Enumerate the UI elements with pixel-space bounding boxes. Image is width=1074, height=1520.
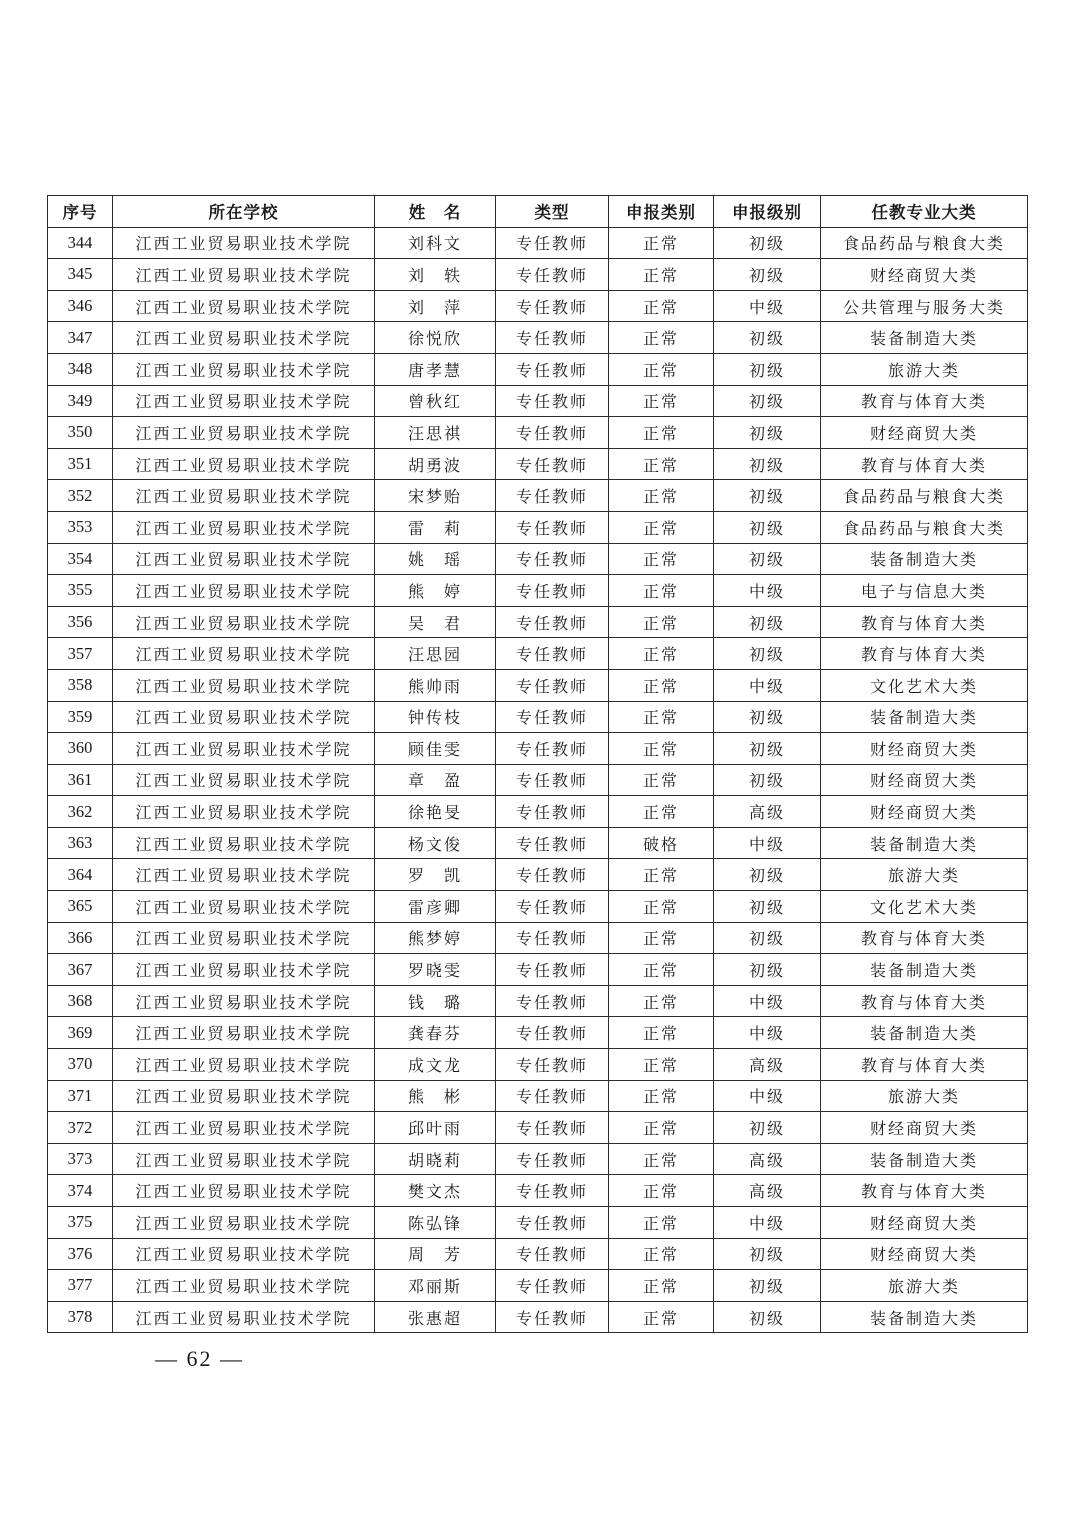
cell-application-category: 正常: [609, 1112, 714, 1144]
cell-application-level: 初级: [714, 606, 821, 638]
cell-major-category: 教育与体育大类: [821, 638, 1028, 670]
table-row: [48, 859, 1028, 891]
cell-major-category: 教育与体育大类: [821, 606, 1028, 638]
cell-application-level: 中级: [714, 1017, 821, 1049]
cell-application-category: 正常: [609, 227, 714, 259]
cell-major-category: 文化艺术大类: [821, 891, 1028, 923]
cell-application-level: 初级: [714, 417, 821, 449]
table-row: [48, 669, 1028, 701]
cell-application-level: 高级: [714, 1143, 821, 1175]
cell-name: 徐悦欣: [375, 322, 496, 354]
cell-school: 江西工业贸易职业技术学院: [113, 638, 375, 670]
cell-major-category: 公共管理与服务大类: [821, 290, 1028, 322]
cell-application-level: 初级: [714, 322, 821, 354]
cell-name: 徐艳旻: [375, 796, 496, 828]
cell-type: 专任教师: [496, 891, 609, 923]
cell-major-category: 财经商贸大类: [821, 1112, 1028, 1144]
cell-name: 雷 莉: [375, 511, 496, 543]
cell-name: 龚春芬: [375, 1017, 496, 1049]
table-row: [48, 1017, 1028, 1049]
cell-school: 江西工业贸易职业技术学院: [113, 1238, 375, 1270]
cell-application-level: 中级: [714, 575, 821, 607]
cell-major-category: 财经商贸大类: [821, 1238, 1028, 1270]
table-row: [48, 701, 1028, 733]
cell-index: 350: [48, 417, 113, 449]
header-row: [48, 196, 1028, 228]
table-row: [48, 733, 1028, 765]
cell-school: 江西工业贸易职业技术学院: [113, 1080, 375, 1112]
column-header-school: 所在学校: [113, 196, 375, 228]
cell-type: 专任教师: [496, 733, 609, 765]
cell-name: 陈弘锋: [375, 1207, 496, 1239]
cell-application-category: 正常: [609, 1238, 714, 1270]
cell-index: 370: [48, 1049, 113, 1081]
table-row: [48, 796, 1028, 828]
cell-type: 专任教师: [496, 701, 609, 733]
cell-name: 杨文俊: [375, 827, 496, 859]
cell-name: 唐孝慧: [375, 353, 496, 385]
cell-major-category: 教育与体育大类: [821, 985, 1028, 1017]
cell-type: 专任教师: [496, 511, 609, 543]
cell-application-category: 正常: [609, 1080, 714, 1112]
cell-application-level: 初级: [714, 859, 821, 891]
cell-name: 曾秋红: [375, 385, 496, 417]
cell-application-category: 正常: [609, 1049, 714, 1081]
table-row: [48, 1049, 1028, 1081]
cell-index: 347: [48, 322, 113, 354]
cell-type: 专任教师: [496, 1017, 609, 1049]
cell-application-level: 初级: [714, 891, 821, 923]
cell-major-category: 财经商贸大类: [821, 796, 1028, 828]
cell-major-category: 食品药品与粮食大类: [821, 227, 1028, 259]
cell-school: 江西工业贸易职业技术学院: [113, 859, 375, 891]
cell-application-level: 初级: [714, 1301, 821, 1333]
cell-index: 358: [48, 669, 113, 701]
cell-major-category: 装备制造大类: [821, 701, 1028, 733]
cell-type: 专任教师: [496, 669, 609, 701]
cell-name: 刘 轶: [375, 259, 496, 291]
cell-index: 351: [48, 448, 113, 480]
table-row: [48, 543, 1028, 575]
cell-name: 顾佳雯: [375, 733, 496, 765]
cell-index: 356: [48, 606, 113, 638]
cell-major-category: 财经商贸大类: [821, 733, 1028, 765]
cell-application-category: 正常: [609, 1143, 714, 1175]
cell-application-category: 正常: [609, 259, 714, 291]
cell-major-category: 教育与体育大类: [821, 448, 1028, 480]
teacher-list-table: [47, 195, 1028, 1333]
cell-type: 专任教师: [496, 543, 609, 575]
cell-name: 熊 彬: [375, 1080, 496, 1112]
cell-major-category: 文化艺术大类: [821, 669, 1028, 701]
cell-school: 江西工业贸易职业技术学院: [113, 985, 375, 1017]
table-row: [48, 259, 1028, 291]
cell-index: 368: [48, 985, 113, 1017]
table-row: [48, 417, 1028, 449]
cell-index: 377: [48, 1270, 113, 1302]
cell-name: 胡晓莉: [375, 1143, 496, 1175]
cell-name: 刘科文: [375, 227, 496, 259]
cell-type: 专任教师: [496, 796, 609, 828]
cell-major-category: 装备制造大类: [821, 322, 1028, 354]
cell-school: 江西工业贸易职业技术学院: [113, 1301, 375, 1333]
table-row: [48, 1270, 1028, 1302]
cell-name: 张惠超: [375, 1301, 496, 1333]
cell-application-level: 初级: [714, 764, 821, 796]
column-header-type: 类型: [496, 196, 609, 228]
cell-major-category: 教育与体育大类: [821, 1175, 1028, 1207]
table-row: [48, 891, 1028, 923]
table-row: [48, 1143, 1028, 1175]
cell-type: 专任教师: [496, 1112, 609, 1144]
cell-index: 348: [48, 353, 113, 385]
cell-application-level: 初级: [714, 922, 821, 954]
cell-name: 熊梦婷: [375, 922, 496, 954]
cell-type: 专任教师: [496, 227, 609, 259]
cell-school: 江西工业贸易职业技术学院: [113, 290, 375, 322]
cell-index: 365: [48, 891, 113, 923]
cell-application-level: 初级: [714, 954, 821, 986]
cell-type: 专任教师: [496, 385, 609, 417]
cell-application-category: 正常: [609, 859, 714, 891]
cell-index: 353: [48, 511, 113, 543]
cell-name: 姚 瑶: [375, 543, 496, 575]
cell-application-category: 正常: [609, 701, 714, 733]
cell-major-category: 食品药品与粮食大类: [821, 511, 1028, 543]
table-row: [48, 353, 1028, 385]
cell-name: 钱 璐: [375, 985, 496, 1017]
table-row: [48, 290, 1028, 322]
cell-school: 江西工业贸易职业技术学院: [113, 353, 375, 385]
cell-major-category: 旅游大类: [821, 353, 1028, 385]
cell-major-category: 财经商贸大类: [821, 417, 1028, 449]
cell-type: 专任教师: [496, 322, 609, 354]
cell-application-level: 中级: [714, 1207, 821, 1239]
cell-type: 专任教师: [496, 954, 609, 986]
cell-application-category: 正常: [609, 417, 714, 449]
cell-application-level: 初级: [714, 733, 821, 765]
cell-application-level: 初级: [714, 353, 821, 385]
cell-name: 邱叶雨: [375, 1112, 496, 1144]
cell-index: 352: [48, 480, 113, 512]
cell-index: 369: [48, 1017, 113, 1049]
cell-application-level: 高级: [714, 796, 821, 828]
cell-application-category: 正常: [609, 1270, 714, 1302]
cell-application-category: 正常: [609, 353, 714, 385]
cell-application-category: 正常: [609, 290, 714, 322]
cell-school: 江西工业贸易职业技术学院: [113, 480, 375, 512]
cell-application-category: 正常: [609, 891, 714, 923]
table-row: [48, 764, 1028, 796]
cell-application-level: 初级: [714, 480, 821, 512]
cell-name: 邓丽斯: [375, 1270, 496, 1302]
cell-name: 成文龙: [375, 1049, 496, 1081]
table-row: [48, 227, 1028, 259]
cell-application-category: 破格: [609, 827, 714, 859]
cell-school: 江西工业贸易职业技术学院: [113, 764, 375, 796]
cell-school: 江西工业贸易职业技术学院: [113, 733, 375, 765]
cell-major-category: 食品药品与粮食大类: [821, 480, 1028, 512]
cell-name: 汪思园: [375, 638, 496, 670]
cell-school: 江西工业贸易职业技术学院: [113, 796, 375, 828]
table-row: [48, 575, 1028, 607]
column-header-major-category: 任教专业大类: [821, 196, 1028, 228]
table-body: [48, 227, 1028, 1333]
cell-application-level: 初级: [714, 1238, 821, 1270]
cell-type: 专任教师: [496, 859, 609, 891]
cell-application-level: 高级: [714, 1049, 821, 1081]
table-row: [48, 385, 1028, 417]
cell-name: 胡勇波: [375, 448, 496, 480]
cell-type: 专任教师: [496, 1270, 609, 1302]
cell-school: 江西工业贸易职业技术学院: [113, 511, 375, 543]
cell-school: 江西工业贸易职业技术学院: [113, 1143, 375, 1175]
cell-school: 江西工业贸易职业技术学院: [113, 1112, 375, 1144]
cell-application-category: 正常: [609, 480, 714, 512]
cell-type: 专任教师: [496, 480, 609, 512]
cell-application-level: 高级: [714, 1175, 821, 1207]
cell-major-category: 装备制造大类: [821, 543, 1028, 575]
cell-application-category: 正常: [609, 322, 714, 354]
cell-application-level: 中级: [714, 827, 821, 859]
cell-type: 专任教师: [496, 606, 609, 638]
cell-type: 专任教师: [496, 417, 609, 449]
cell-index: 363: [48, 827, 113, 859]
table-row: [48, 322, 1028, 354]
cell-type: 专任教师: [496, 353, 609, 385]
cell-school: 江西工业贸易职业技术学院: [113, 1207, 375, 1239]
cell-application-level: 中级: [714, 669, 821, 701]
table-row: [48, 448, 1028, 480]
cell-major-category: 电子与信息大类: [821, 575, 1028, 607]
cell-index: 359: [48, 701, 113, 733]
table-row: [48, 827, 1028, 859]
cell-type: 专任教师: [496, 1080, 609, 1112]
cell-application-category: 正常: [609, 985, 714, 1017]
table-row: [48, 511, 1028, 543]
cell-type: 专任教师: [496, 1049, 609, 1081]
cell-school: 江西工业贸易职业技术学院: [113, 543, 375, 575]
cell-type: 专任教师: [496, 922, 609, 954]
cell-major-category: 教育与体育大类: [821, 922, 1028, 954]
cell-application-level: 初级: [714, 701, 821, 733]
cell-school: 江西工业贸易职业技术学院: [113, 575, 375, 607]
cell-type: 专任教师: [496, 764, 609, 796]
cell-type: 专任教师: [496, 290, 609, 322]
cell-index: 367: [48, 954, 113, 986]
cell-application-category: 正常: [609, 1207, 714, 1239]
cell-index: 375: [48, 1207, 113, 1239]
cell-application-category: 正常: [609, 1017, 714, 1049]
column-header-application-level: 申报级别: [714, 196, 821, 228]
cell-name: 雷彦卿: [375, 891, 496, 923]
cell-school: 江西工业贸易职业技术学院: [113, 227, 375, 259]
cell-school: 江西工业贸易职业技术学院: [113, 417, 375, 449]
cell-name: 周 芳: [375, 1238, 496, 1270]
cell-major-category: 财经商贸大类: [821, 1207, 1028, 1239]
cell-type: 专任教师: [496, 575, 609, 607]
cell-name: 章 盈: [375, 764, 496, 796]
cell-application-level: 初级: [714, 227, 821, 259]
cell-application-category: 正常: [609, 575, 714, 607]
cell-type: 专任教师: [496, 448, 609, 480]
cell-application-category: 正常: [609, 954, 714, 986]
cell-application-level: 中级: [714, 985, 821, 1017]
cell-application-level: 中级: [714, 290, 821, 322]
cell-name: 熊帅雨: [375, 669, 496, 701]
table-row: [48, 1207, 1028, 1239]
cell-school: 江西工业贸易职业技术学院: [113, 385, 375, 417]
cell-application-level: 中级: [714, 1080, 821, 1112]
cell-major-category: 装备制造大类: [821, 1301, 1028, 1333]
cell-application-category: 正常: [609, 764, 714, 796]
cell-name: 钟传枝: [375, 701, 496, 733]
cell-application-level: 初级: [714, 511, 821, 543]
table-row: [48, 922, 1028, 954]
table-row: [48, 638, 1028, 670]
cell-type: 专任教师: [496, 1175, 609, 1207]
cell-school: 江西工业贸易职业技术学院: [113, 1270, 375, 1302]
cell-application-level: 初级: [714, 638, 821, 670]
cell-application-category: 正常: [609, 1175, 714, 1207]
cell-application-level: 初级: [714, 259, 821, 291]
cell-application-category: 正常: [609, 669, 714, 701]
table-row: [48, 1301, 1028, 1333]
table-row: [48, 985, 1028, 1017]
cell-application-level: 初级: [714, 1270, 821, 1302]
cell-index: 364: [48, 859, 113, 891]
cell-application-category: 正常: [609, 448, 714, 480]
cell-application-level: 初级: [714, 385, 821, 417]
table-header: [48, 196, 1028, 228]
cell-type: 专任教师: [496, 1301, 609, 1333]
cell-application-level: 初级: [714, 543, 821, 575]
cell-school: 江西工业贸易职业技术学院: [113, 669, 375, 701]
cell-major-category: 教育与体育大类: [821, 385, 1028, 417]
cell-school: 江西工业贸易职业技术学院: [113, 922, 375, 954]
cell-name: 罗晓雯: [375, 954, 496, 986]
cell-index: 373: [48, 1143, 113, 1175]
cell-index: 372: [48, 1112, 113, 1144]
cell-application-level: 初级: [714, 448, 821, 480]
cell-application-category: 正常: [609, 638, 714, 670]
cell-name: 熊 婷: [375, 575, 496, 607]
cell-index: 371: [48, 1080, 113, 1112]
cell-school: 江西工业贸易职业技术学院: [113, 1175, 375, 1207]
cell-major-category: 旅游大类: [821, 1270, 1028, 1302]
cell-school: 江西工业贸易职业技术学院: [113, 1049, 375, 1081]
cell-type: 专任教师: [496, 259, 609, 291]
cell-application-category: 正常: [609, 385, 714, 417]
cell-major-category: 装备制造大类: [821, 827, 1028, 859]
cell-index: 354: [48, 543, 113, 575]
cell-major-category: 财经商贸大类: [821, 764, 1028, 796]
cell-name: 汪思祺: [375, 417, 496, 449]
cell-index: 374: [48, 1175, 113, 1207]
cell-index: 346: [48, 290, 113, 322]
cell-index: 357: [48, 638, 113, 670]
page-number: — 62 —: [155, 1346, 244, 1371]
cell-type: 专任教师: [496, 1143, 609, 1175]
cell-major-category: 装备制造大类: [821, 954, 1028, 986]
cell-major-category: 装备制造大类: [821, 1017, 1028, 1049]
cell-index: 344: [48, 227, 113, 259]
cell-major-category: 财经商贸大类: [821, 259, 1028, 291]
table-row: [48, 1080, 1028, 1112]
cell-type: 专任教师: [496, 1238, 609, 1270]
table-row: [48, 480, 1028, 512]
table-row: [48, 954, 1028, 986]
cell-name: 樊文杰: [375, 1175, 496, 1207]
cell-major-category: 教育与体育大类: [821, 1049, 1028, 1081]
cell-school: 江西工业贸易职业技术学院: [113, 1017, 375, 1049]
cell-type: 专任教师: [496, 827, 609, 859]
cell-school: 江西工业贸易职业技术学院: [113, 891, 375, 923]
cell-school: 江西工业贸易职业技术学院: [113, 701, 375, 733]
cell-index: 345: [48, 259, 113, 291]
cell-type: 专任教师: [496, 638, 609, 670]
cell-application-category: 正常: [609, 606, 714, 638]
cell-index: 355: [48, 575, 113, 607]
teacher-list-table-container: [47, 195, 1027, 1333]
column-header-application-category: 申报类别: [609, 196, 714, 228]
column-header-index: 序号: [48, 196, 113, 228]
cell-type: 专任教师: [496, 1207, 609, 1239]
cell-major-category: 旅游大类: [821, 859, 1028, 891]
cell-major-category: 旅游大类: [821, 1080, 1028, 1112]
cell-index: 378: [48, 1301, 113, 1333]
cell-application-category: 正常: [609, 796, 714, 828]
cell-name: 罗 凯: [375, 859, 496, 891]
column-header-name: 姓 名: [375, 196, 496, 228]
table-row: [48, 606, 1028, 638]
cell-school: 江西工业贸易职业技术学院: [113, 606, 375, 638]
cell-application-category: 正常: [609, 543, 714, 575]
cell-school: 江西工业贸易职业技术学院: [113, 954, 375, 986]
cell-application-category: 正常: [609, 1301, 714, 1333]
cell-school: 江西工业贸易职业技术学院: [113, 259, 375, 291]
cell-name: 吴 君: [375, 606, 496, 638]
cell-school: 江西工业贸易职业技术学院: [113, 448, 375, 480]
cell-major-category: 装备制造大类: [821, 1143, 1028, 1175]
cell-type: 专任教师: [496, 985, 609, 1017]
table-row: [48, 1175, 1028, 1207]
cell-index: 366: [48, 922, 113, 954]
cell-school: 江西工业贸易职业技术学院: [113, 322, 375, 354]
cell-index: 360: [48, 733, 113, 765]
table-row: [48, 1238, 1028, 1270]
cell-application-level: 初级: [714, 1112, 821, 1144]
cell-name: 宋梦贻: [375, 480, 496, 512]
cell-index: 376: [48, 1238, 113, 1270]
cell-index: 349: [48, 385, 113, 417]
cell-index: 362: [48, 796, 113, 828]
table-row: [48, 1112, 1028, 1144]
cell-school: 江西工业贸易职业技术学院: [113, 827, 375, 859]
cell-application-category: 正常: [609, 733, 714, 765]
cell-application-category: 正常: [609, 922, 714, 954]
cell-name: 刘 萍: [375, 290, 496, 322]
cell-index: 361: [48, 764, 113, 796]
cell-application-category: 正常: [609, 511, 714, 543]
